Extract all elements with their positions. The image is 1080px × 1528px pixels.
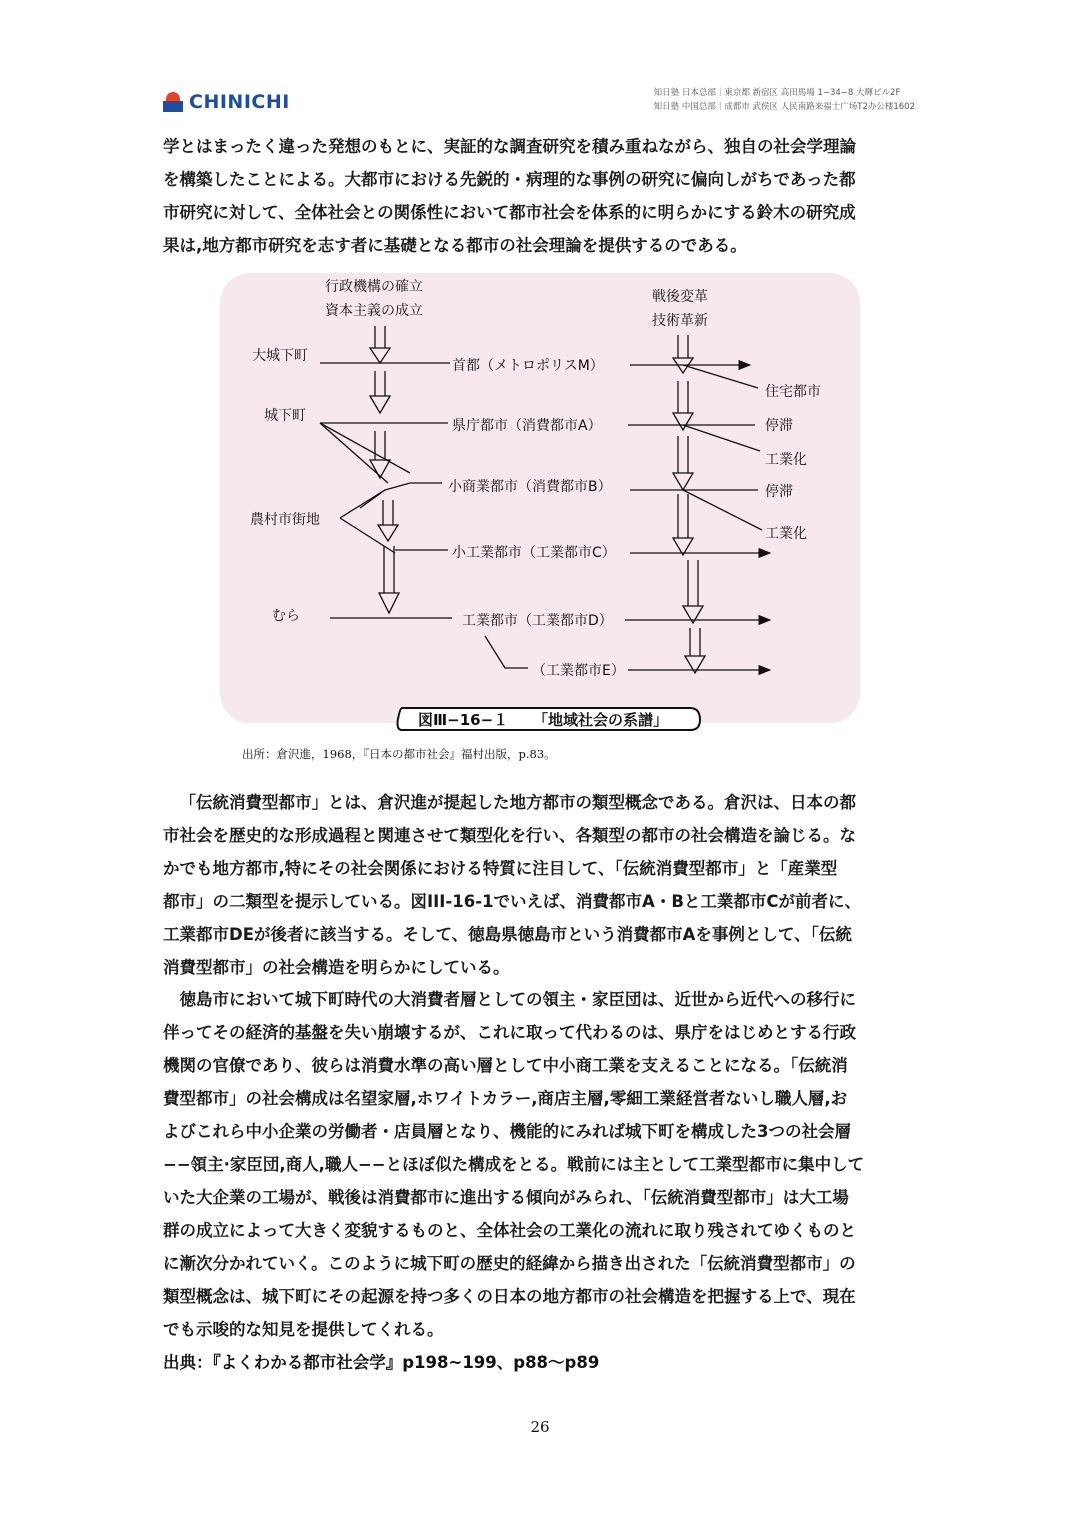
intro-paragraph	[163, 130, 923, 262]
logo-mark-icon	[163, 92, 183, 112]
label-admin-establishment: 行政機構の確立	[325, 279, 423, 295]
city-small-industrial: 小工業都市（工業都市C）	[452, 545, 616, 561]
outcome-industrialization-b: 工業化	[765, 526, 807, 542]
body-line: 消費型都市」の社会構造を明らかにしている。	[163, 958, 510, 977]
intro-line: を構築したことによる。大都市における先鋭的・病理的な事例の研究に偏向しがちであった都	[163, 170, 856, 189]
body-line: 類型概念は、城下町にその起源を持つ多くの日本の地方都市の社会構造を把握する上で、現在	[163, 1287, 856, 1306]
outcome-stagnation-b: 停滞	[765, 484, 793, 500]
logo-text: CHINICHI	[189, 91, 290, 113]
outcome-industrialization-a: 工業化	[765, 452, 807, 468]
body-paragraph-2	[163, 983, 923, 1346]
body-line: 徳島市において城下町時代の大消費者層としての領主・家臣団は、近世から近代への移行に	[179, 990, 856, 1009]
label-capitalism: 資本主義の成立	[325, 303, 423, 319]
address-line-japan: 知日塾 日本总部｜東京都 新宿区 高田馬場 1−34−8 大輝ビル2F	[653, 88, 901, 98]
address-line-china: 知日塾 中国总部｜成都市 武侯区 人民南路来福士广场T2办公楼1602	[653, 102, 915, 112]
city-industrial-d: 工業都市（工業都市D）	[462, 613, 613, 629]
origin-rural-town: 農村市街地	[250, 512, 320, 528]
city-capital-metropolis: 首都（メトロポリスM）	[452, 358, 604, 374]
intro-line: 学とはまったく違った発想のもとに、実証的な調査研究を積み重ねながら、独自の社会学理論	[163, 137, 856, 156]
origin-castle-town: 城下町	[264, 408, 306, 424]
body-line: 工業都市DEが後者に該当する。そして、徳島県徳島市という消費都市Aを事例として、「伝統	[163, 925, 852, 944]
city-industrial-e: （工業都市E）	[532, 663, 625, 679]
body-line: いた大企業の工場が、戦後は消費都市に進出する傾向がみられ、「伝統消費型都市」は大工場	[163, 1188, 849, 1207]
chinichi-logo	[163, 90, 290, 114]
outcome-stagnation-a: 停滞	[765, 418, 793, 434]
regional-society-diagram	[210, 268, 870, 768]
body-line: 機関の官僚であり、彼らは消費水準の高い層として中小商工業を支えることになる。「伝統消	[163, 1056, 848, 1075]
city-prefectural: 県庁都市（消費都市A）	[452, 418, 602, 434]
source-citation: 出典：『よくわかる都市社会学』p198~199、p88～p89	[163, 1353, 600, 1372]
caption-number: 図Ⅲ−16−１	[418, 711, 509, 729]
body-line: に漸次分かれていく。このように城下町の歴史的経緯から描き出された「伝統消費型都市」の	[163, 1254, 856, 1273]
header-address	[654, 86, 915, 114]
body-line: 「伝統消費型都市」とは、倉沢進が提起した地方都市の類型概念である。倉沢は、日本の都	[179, 793, 856, 812]
city-small-commercial: 小商業都市（消費都市B）	[448, 479, 612, 495]
body-line: 都市」の二類型を提示している。図III-16-1でいえば、消費都市A・Bと工業都市Cが前者に、	[163, 892, 862, 911]
caption-title: 「地域社会の系譜」	[533, 711, 669, 729]
body-line: 伴ってその経済的基盤を失い崩壊するが、これに取って代わるのは、県庁をはじめとする行政	[163, 1023, 856, 1042]
body-line: かでも地方都市,特にその社会関係における特質に注目して、「伝統消費型都市」と「産業型	[163, 859, 838, 878]
figure-source: 出所：倉沢進，1968，『日本の都市社会』福村出版，p.83。	[242, 747, 556, 761]
figure-background	[220, 273, 860, 723]
body-line: 費型都市」の社会構成は名望家層,ホワイトカラー,商店主層,零細工業経営者ないし職人層,お	[163, 1089, 848, 1108]
origin-large-castle-town: 大城下町	[252, 348, 308, 364]
diagram-svg	[210, 268, 870, 768]
body-line: 市社会を歴史的な形成過程と関連させて類型化を行い、各類型の都市の社会構造を論じる。な	[163, 826, 856, 845]
page-number: 26	[530, 1418, 550, 1436]
intro-line: 市研究に対して、全体社会との関係性において都市社会を体系的に明らかにする鈴木の研究成	[163, 203, 856, 222]
body-line: よびこれら中小企業の労働者・店員層となり、機能的にみれば城下町を構成した3つの社会層	[163, 1122, 851, 1141]
body-line: −−領主·家臣団,商人,職人−−とほぼ似た構成をとる。戦前には主として工業型都市に集中して	[163, 1155, 865, 1174]
intro-line: 果は,地方都市研究を志す者に基礎となる都市の社会理論を提供するのである。	[163, 236, 747, 255]
body-line: でも示唆的な知見を提供してくれる。	[163, 1320, 444, 1339]
body-line: 群の成立によって大きく変貌するものと、全体社会の工業化の流れに取り残されてゆくものと	[163, 1221, 856, 1240]
outcome-residential: 住宅都市	[765, 384, 821, 400]
label-tech-innovation: 技術革新	[652, 313, 708, 329]
label-postwar-reform: 戦後変革	[652, 289, 708, 305]
origin-village: むら	[272, 608, 300, 624]
body-paragraph-1	[163, 786, 923, 984]
